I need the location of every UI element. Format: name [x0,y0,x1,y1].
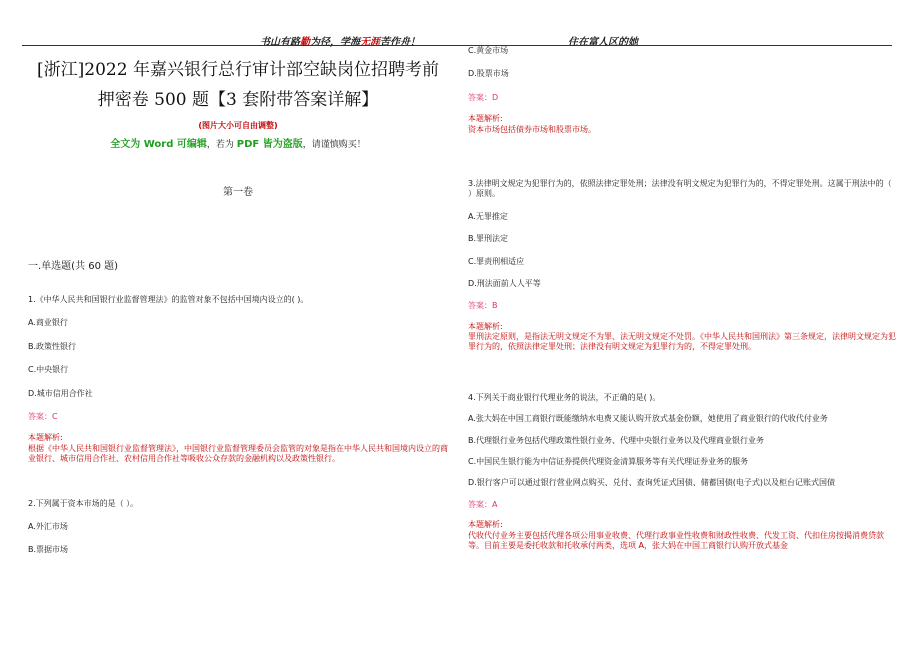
explanation-text: 资本市场包括债券市场和股票市场。 [468,124,596,134]
option-b: B.票据市场 [28,545,69,555]
right-column [468,46,898,551]
question-1 [28,295,448,465]
left-column [28,55,448,556]
explanation-label: 本题解析: [468,520,503,530]
option-c: C.黄金市场 [468,46,509,55]
motto-highlight-2: 无涯 [360,37,380,48]
answer: 答案：B [468,301,498,311]
explanation-label: 本题解析: [28,433,63,443]
note-word: Word 可编辑 [143,139,207,151]
option-a: A.商业银行 [28,318,68,328]
question-stem: 2.下列属于资本市场的是（ ）。 [28,498,139,508]
option-a: A.外汇市场 [28,521,68,531]
note-pre: 全文为 [110,139,144,151]
header-right-motto: 住在富人区的她 [568,37,638,48]
title-line-2: 押密卷 500 题【3 套附带答案详解】 [97,90,379,110]
section-heading: 一.单选题(共 60 题) [28,261,119,273]
option-d: D.股票市场 [468,69,509,79]
title-line-1: [浙江]2022 年嘉兴银行总行审计部空缺岗位招聘考前 [37,60,439,80]
motto-part2: 为径，学海 [310,37,360,48]
motto-part1: 书山有路 [260,37,300,48]
option-c: C.罪责刑相适应 [468,256,525,266]
question-2 [28,499,448,556]
question-3 [468,179,898,353]
edit-note [28,138,448,152]
note-post: ，请谨慎购买！ [302,140,366,151]
option-b: B.代理银行业务包括代理政策性银行业务、代理中央银行业务以及代理商业银行业务 [468,435,765,445]
question-stem: 1.《中华人民共和国银行业监督管理法》的监管对象不包括中国境内设立的( )。 [28,295,309,305]
question-4 [468,393,898,552]
option-b: B.罪刑法定 [468,234,509,244]
option-d: D.刑法面前人人平等 [468,278,541,288]
explanation-text: 罪刑法定原则，是指法无明文规定不为罪、法无明文规定不处罚。《中华人民共和国刑法》第三条规定，法律明文规定为犯罪行为的，依照法律定罪处刑；法律没有明文规定为犯罪行为的，不得定罪处刑。 [468,332,896,352]
option-d: D.城市信用合作社 [28,388,93,398]
option-b: B.政策性银行 [28,341,77,351]
explanation-label: 本题解析: [468,321,503,331]
option-c: C.中国民生银行能为中信证券提供代理资金清算服务等有关代理证券业务的服务 [468,457,749,467]
option-d: D.银行客户可以通过银行营业网点购买、兑付、查询凭证式国债、储蓄国债(电子式)以及柜台记账式国债 [468,478,835,488]
option-a: A.张大妈在中国工商银行既能缴纳水电费又能认购开放式基金份额，她使用了商业银行的代收代付业务 [468,414,828,424]
question-stem: 4.下列关于商业银行代理业务的说法，不正确的是( )。 [468,392,661,402]
motto-highlight-1: 勤 [300,37,310,48]
motto-part3: 苦作舟！ [380,37,420,48]
answer: 答案：A [468,499,498,509]
document-title [28,55,448,115]
note-mid: ，若为 [206,140,237,151]
answer: 答案：D [468,92,499,102]
volume-heading: 第一卷 [223,187,253,199]
explanation-label: 本题解析: [468,114,503,124]
document-subtitle: (图片大小可自由调整) [198,121,278,130]
option-a: A.无罪推定 [468,211,508,221]
answer: 答案：C [28,412,58,422]
question-stem: 3.法律明文规定为犯罪行为的，依照法律定罪处刑；法律没有明文规定为犯罪行为的，不得定罪处刑。这属于刑法中的（ ）原则。 [468,178,892,199]
explanation-text: 根据《中华人民共和国银行业监督管理法》，中国银行业监督管理委员会监管的对象是指在中华人民共和国境内设立的商业银行、城市信用合作社、农村信用合作社等吸收公众存款的金融机构以及政策性银行。 [28,443,448,464]
note-pdf: PDF 皆为盗版 [236,139,303,151]
option-c: C.中央银行 [28,365,69,375]
explanation-text: 代收代付业务主要包括代理各项公用事业收费、代理行政事业性收费和财政性收费、代发工资、代扣住房按揭消费贷款等。目前主要是委托收款和托收承付两类，选项 A，张大妈在中国工商银行认购开放式基金 [468,530,884,550]
